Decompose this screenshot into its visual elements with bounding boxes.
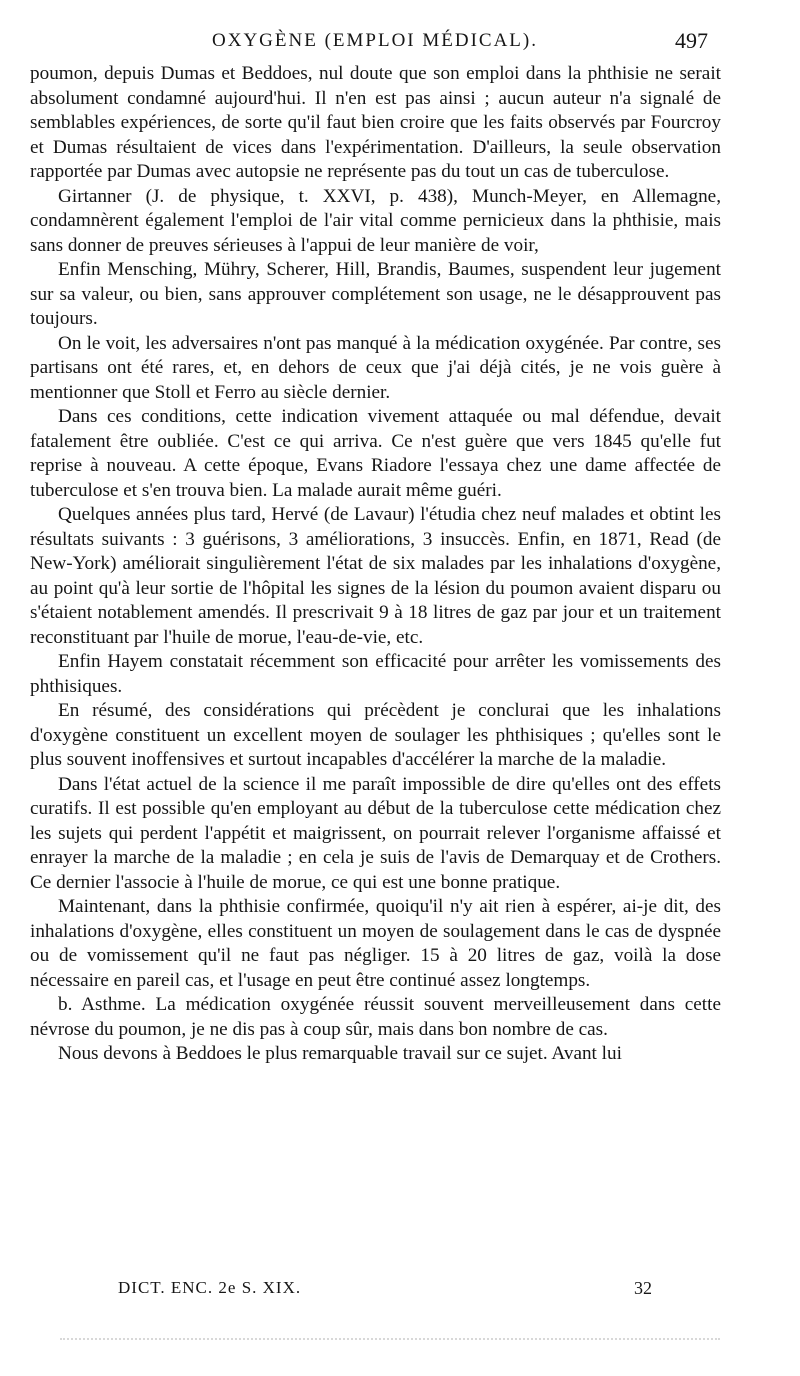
paragraph-11: b. Asthme. La médication oxygénée réussit souvent merveilleusement dans cette névrose du poumon, je ne dis pas à coup sûr, mais dans bon nombre de cas. xyxy=(30,994,721,1040)
page-footer xyxy=(118,1278,678,1308)
paragraph-7: Enfin Hayem constatait récemment son efficacité pour arrêter les vomissements des phthisiques. xyxy=(30,651,721,697)
signature-mark: DICT. ENC. 2e S. XIX. xyxy=(118,1278,302,1297)
body-text xyxy=(30,62,721,1067)
page-number: 497 xyxy=(675,28,708,53)
running-title: OXYGÈNE (EMPLOI MÉDICAL). xyxy=(212,30,538,51)
paragraph-10: Maintenant, dans la phthisie confirmée, quoiqu'il n'y ait rien à espérer, ai-je dit, des inhalations d'oxygène, elles constituent un moyen de soulagement dans le cas de dyspnée ou de vomissement qu'il ne faut pas négliger. 15 à 20 litres de gaz, voilà la dose nécessaire en pareil cas, et l'usage en peut être continué assez longtemps. xyxy=(30,896,721,991)
paragraph-2: Girtanner (J. de physique, t. XXVI, p. 438), Munch-Meyer, en Allemagne, condamnèrent également l'emploi de l'air vital comme pernicieux dans la phthisie, mais sans donner de preuves sérieuses à l'appui de leur manière de voir, xyxy=(30,185,721,256)
paragraph-3: Enfin Mensching, Mühry, Scherer, Hill, Brandis, Baumes, suspendent leur jugement sur sa valeur, ou bien, sans approuver complétement son usage, ne le désapprouvent pas toujours. xyxy=(30,259,721,329)
paragraph-4: On le voit, les adversaires n'ont pas manqué à la médication oxygénée. Par contre, ses partisans ont été rares, et, en dehors de ceux que j'ai déjà cités, je ne vois guère à mentionner que Stoll et Ferro au siècle dernier. xyxy=(30,332,721,403)
paragraph-9: Dans l'état actuel de la science il me paraît impossible de dire qu'elles ont des effets curatifs. Il est possible qu'en employant au début de la tuberculose cette médication chez les sujets qui perdent l'appétit et maigrissent, on pourrait relever l'organisme affaissé et enrayer la marche de la maladie ; en cela je suis de l'avis de Demarquay et de Crothers. Ce dernier l'associe à l'huile de morue, ce qui est une bonne pratique. xyxy=(30,773,721,893)
sheet-number: 32 xyxy=(634,1278,652,1298)
bleed-through-line xyxy=(60,1338,720,1343)
paragraph-12: Nous devons à Beddoes le plus remarquable travail sur ce sujet. Avant lui xyxy=(58,1043,622,1064)
paragraph-6: Quelques années plus tard, Hervé (de Lavaur) l'étudia chez neuf malades et obtint les résultats suivants : 3 guérisons, 3 améliorations, 3 insuccès. Enfin, en 1871, Read (de New-York) améliorait singulièrement l'état de six malades par les inhalations d'oxygène, au point qu'à leur sortie de l'hôpital les signes de la lésion du poumon avaient disparu ou s'étaient notablement amendés. Il prescrivait 9 à 18 litres de gaz par jour et un traitement reconstituant par l'huile de morue, l'eau-de-vie, etc. xyxy=(30,504,721,648)
page-header xyxy=(30,16,720,60)
paragraph-1: poumon, depuis Dumas et Beddoes, nul doute que son emploi dans la phthisie ne serait absolument condamné aujourd'hui. Il n'en est pas ainsi ; aucun auteur n'a signalé de semblables expériences, de sorte qu'il faut bien croire que les faits observés par Fourcroy et Dumas résultaient de vices dans l'expérimentation. D'ailleurs, la seule observation rapportée par Dumas avec autopsie ne représente pas du tout un cas de tuberculose. xyxy=(30,63,721,182)
paragraph-5: Dans ces conditions, cette indication vivement attaquée ou mal défendue, devait fatalement être oubliée. C'est ce qui arriva. Ce n'est guère que vers 1845 qu'elle fut reprise à nouveau. A cette époque, Evans Riadore l'essaya chez une dame affectée de tuberculose et s'en trouva bien. La malade aurait même guéri. xyxy=(30,406,721,501)
paragraph-8: En résumé, des considérations qui précèdent je conclurai que les inhalations d'oxygène constituent un excellent moyen de soulager les phthisiques ; qu'elles sont le plus souvent inoffensives et surtout incapables d'accélérer la marche de la maladie. xyxy=(30,700,721,770)
